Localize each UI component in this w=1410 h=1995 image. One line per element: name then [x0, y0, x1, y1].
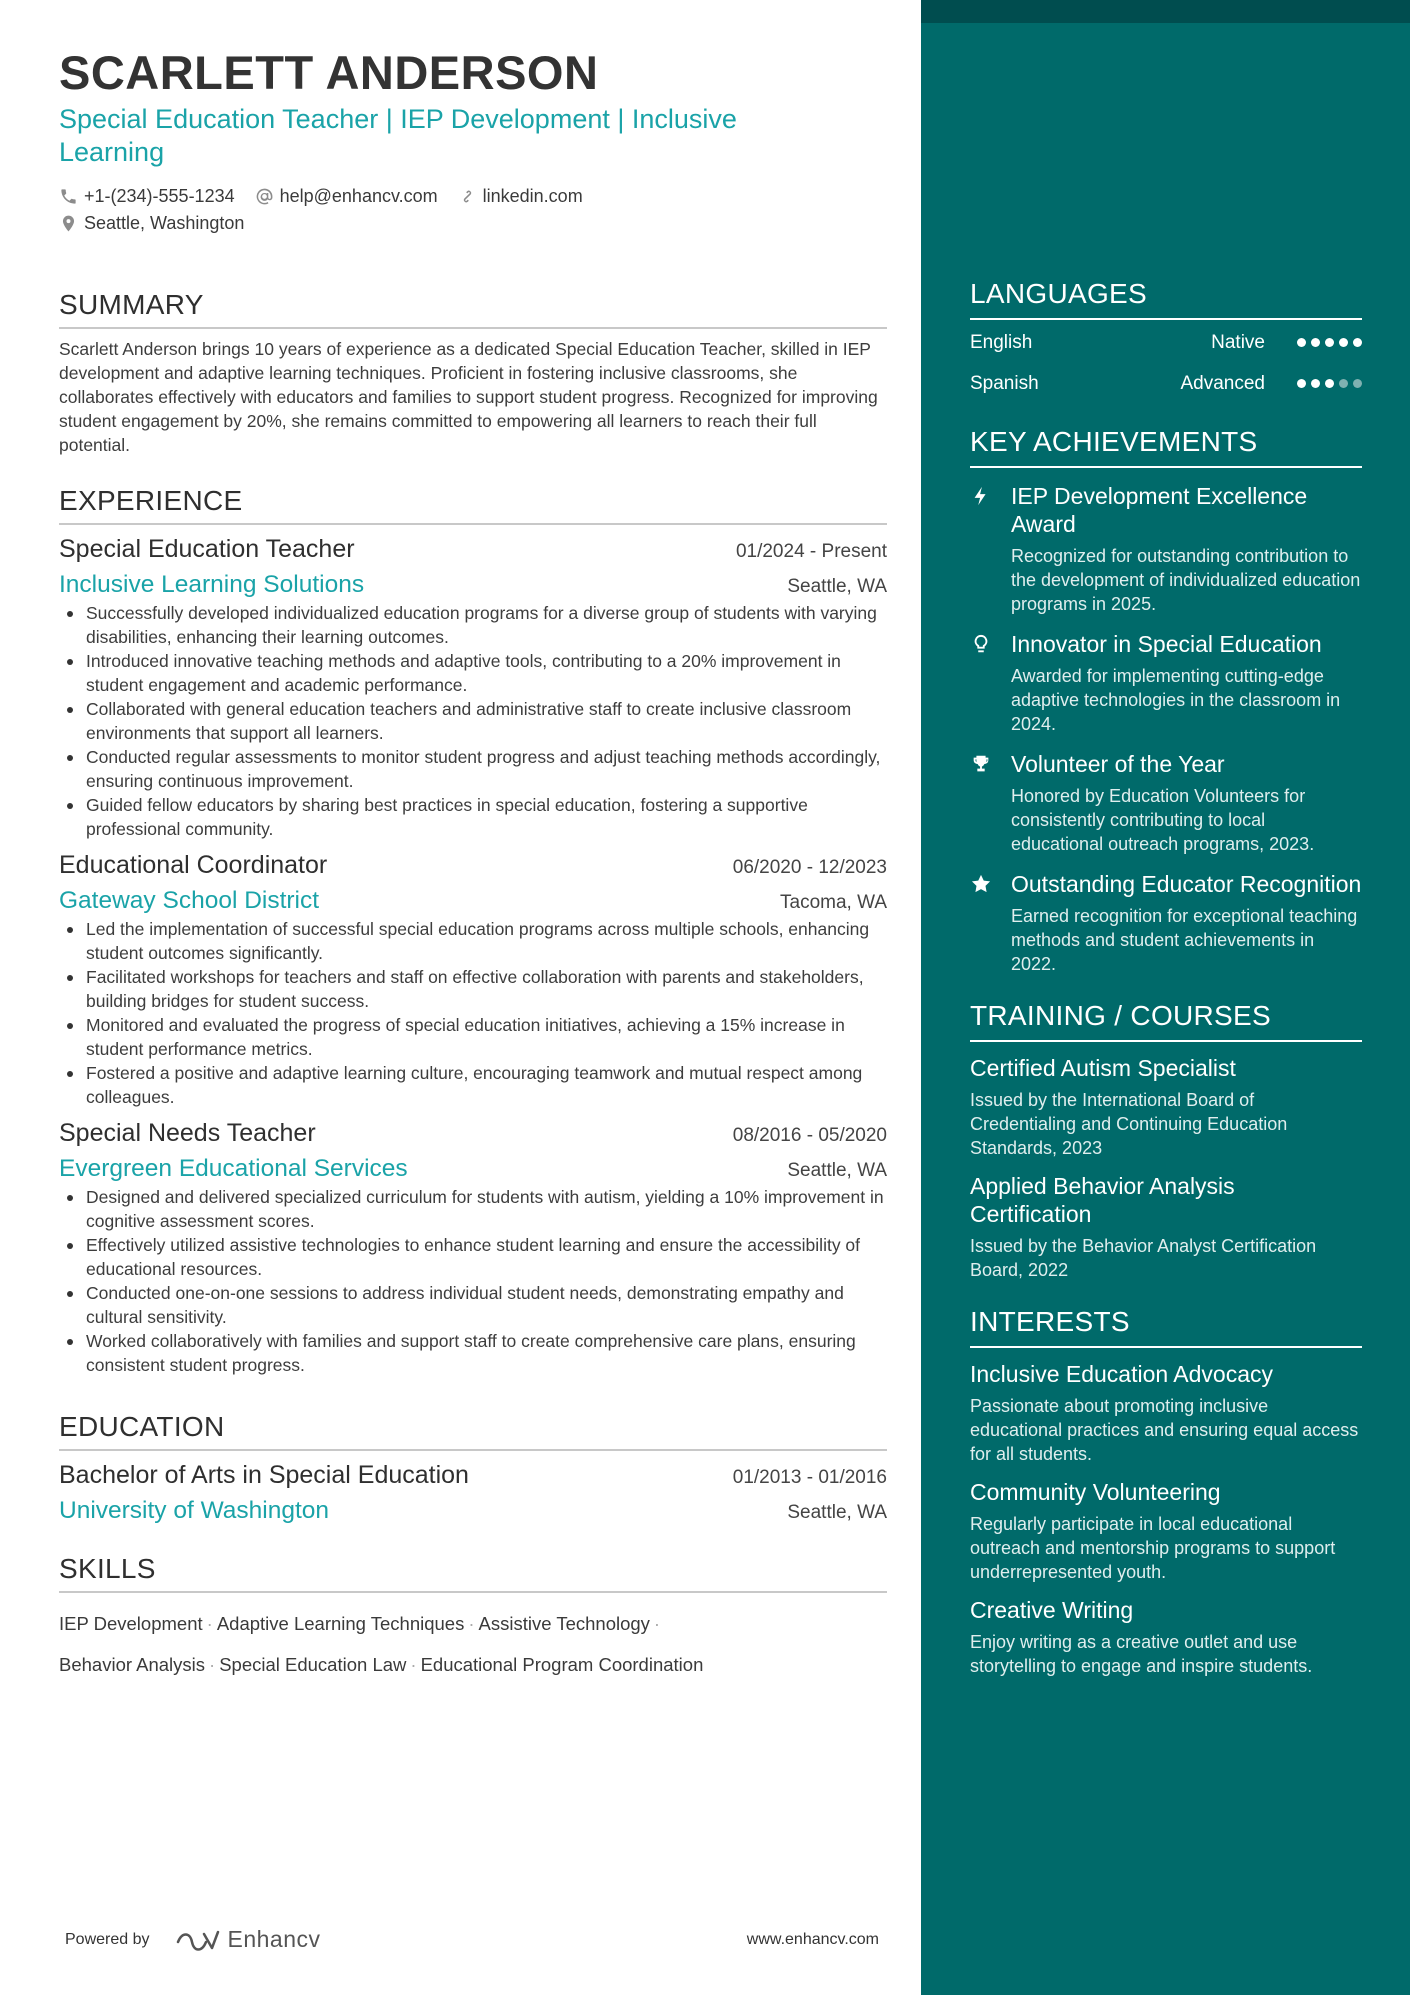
education-location: Seattle, WA [787, 1502, 887, 1524]
job-entry [59, 1119, 887, 1377]
job-role: Special Education Teacher [59, 535, 355, 564]
achievement-title: IEP Development Excellence Award [1011, 483, 1308, 537]
interests-heading: INTERESTS [970, 1306, 1362, 1348]
trophy-icon [970, 753, 992, 775]
experience-heading: EXPERIENCE [59, 485, 887, 525]
rating-dot-filled [1311, 338, 1320, 347]
rating-dot-filled [1339, 338, 1348, 347]
job-bullets [59, 601, 887, 841]
training-desc: Issued by the Behavior Analyst Certification Board, 2022 [970, 1236, 1317, 1280]
achievements-heading: KEY ACHIEVEMENTS [970, 426, 1362, 468]
degree: Bachelor of Arts in Special Education [59, 1461, 469, 1490]
achievement-desc: Earned recognition for exceptional teaching methods and student achievements in 2022. [1011, 906, 1358, 974]
candidate-name: SCARLETT ANDERSON [59, 46, 599, 99]
skill-item: Special Education Law [219, 1654, 407, 1676]
lightbulb-icon [970, 633, 992, 655]
job-location: Seattle, WA [787, 576, 887, 598]
bullet-item: Introduced innovative teaching methods and adaptive tools, contributing to a 20% improvement in student engagement and academic performance. [59, 649, 887, 697]
rating-dot-filled [1353, 338, 1362, 347]
interest-item [970, 1360, 1362, 1466]
skill-item: Assistive Technology [478, 1613, 650, 1635]
achievement-title: Outstanding Educator Recognition [1011, 871, 1362, 897]
interest-item [970, 1478, 1362, 1584]
powered-by-text: Powered by [65, 1930, 150, 1948]
rating-dot-empty [1339, 379, 1348, 388]
interest-desc: Passionate about promoting inclusive educational practices and ensuring equal access for all students. [970, 1396, 1359, 1464]
email-contact[interactable] [255, 186, 438, 207]
achievement-title: Volunteer of the Year [1011, 751, 1225, 777]
location-pin-icon [59, 214, 78, 233]
bullet-item: Effectively utilized assistive technologies to enhance student learning and ensure the accessibility of educational resources. [59, 1233, 887, 1281]
education-date: 01/2013 - 01/2016 [732, 1467, 887, 1489]
achievement-item [970, 870, 1362, 976]
language-level: Native [1211, 331, 1265, 353]
job-date: 06/2020 - 12/2023 [732, 857, 887, 879]
training-item [970, 1054, 1362, 1160]
job-company: Gateway School District [59, 887, 320, 915]
location-text: Seattle, Washington [84, 213, 245, 234]
achievement-item [970, 630, 1362, 736]
job-date: 01/2024 - Present [735, 541, 887, 563]
at-icon [255, 187, 274, 206]
rating-dot-empty [1353, 379, 1362, 388]
bullet-item: Monitored and evaluated the progress of special education initiatives, achieving a 15% increase in student performance metrics. [59, 1013, 887, 1061]
bullet-item: Worked collaboratively with families and support staff to create comprehensive care plans, ensuring consistent student progress. [59, 1329, 887, 1377]
bullet-item: Collaborated with general education teachers and administrative staff to create inclusive classroom environments that support all learners. [59, 697, 887, 745]
rating-dot-filled [1297, 379, 1306, 388]
achievement-desc: Awarded for implementing cutting-edge adaptive technologies in the classroom in 2024. [1011, 666, 1341, 734]
bullet-item: Facilitated workshops for teachers and staff on effective collaboration with parents and stakeholders, building bridges for student success. [59, 965, 887, 1013]
interest-title: Inclusive Education Advocacy [970, 1361, 1274, 1387]
lightning-icon [970, 485, 992, 507]
languages-heading: LANGUAGES [970, 278, 1362, 320]
job-bullets [59, 917, 887, 1109]
star-icon [970, 873, 992, 895]
language-row [970, 363, 1362, 404]
brand-name: Enhancv [227, 1926, 321, 1952]
training-item [970, 1172, 1362, 1282]
bullet-item: Conducted one-on-one sessions to address individual student needs, demonstrating empathy and cultural sensitivity. [59, 1281, 887, 1329]
interest-title: Community Volunteering [970, 1479, 1221, 1505]
phone-icon [59, 187, 78, 206]
footer [65, 1926, 879, 1953]
achievement-item [970, 482, 1362, 616]
language-rating [1297, 338, 1362, 347]
achievement-title: Innovator in Special Education [1011, 631, 1322, 657]
training-title: Applied Behavior Analysis Certification [970, 1173, 1235, 1227]
achievement-desc: Recognized for outstanding contribution to the development of individualized education programs in 2025. [1011, 546, 1361, 614]
job-entry [59, 535, 887, 841]
job-location: Tacoma, WA [780, 892, 887, 914]
job-company: Evergreen Educational Services [59, 1155, 408, 1183]
training-heading: TRAINING / COURSES [970, 1000, 1362, 1042]
enhancv-logo-icon [174, 1928, 220, 1952]
phone-text: +1-(234)-555-1234 [84, 186, 235, 207]
skill-item: IEP Development [59, 1613, 203, 1635]
sidebar-top-band [921, 0, 1410, 23]
rating-dot-filled [1325, 379, 1334, 388]
rating-dot-filled [1297, 338, 1306, 347]
skills-list: IEP Development · Adaptive Learning Techniques · Assistive Technology · Behavior Analysis · Special Education Law · Educational Program Coordination [59, 1613, 704, 1676]
job-bullets [59, 1185, 887, 1377]
education-heading: EDUCATION [59, 1411, 887, 1451]
achievement-item [970, 750, 1362, 856]
training-title: Certified Autism Specialist [970, 1055, 1236, 1081]
interest-desc: Enjoy writing as a creative outlet and use storytelling to engage and inspire students. [970, 1632, 1313, 1676]
interest-item [970, 1596, 1362, 1678]
interest-title: Creative Writing [970, 1597, 1134, 1623]
bullet-item: Guided fellow educators by sharing best practices in special education, fostering a supportive professional community. [59, 793, 887, 841]
interest-desc: Regularly participate in local educational outreach and mentorship programs to support underrepresented youth. [970, 1514, 1336, 1582]
job-location: Seattle, WA [787, 1160, 887, 1182]
rating-dot-filled [1311, 379, 1320, 388]
summary-text: Scarlett Anderson brings 10 years of experience as a dedicated Special Education Teacher, skilled in IEP development and adaptive learning techniques. Proficient in fostering inclusive classrooms, she collaborates effectively with educators and families to support student progress. Recognized for improving student engagement by 20%, she remains committed to empowering all learners to reach their full potential. [59, 339, 878, 456]
languages-list [970, 322, 1362, 404]
education-entry [59, 1461, 887, 1527]
linkedin-contact[interactable] [458, 186, 583, 207]
bullet-item: Conducted regular assessments to monitor student progress and adjust teaching methods accordingly, ensuring continuous improvement. [59, 745, 887, 793]
skill-item: Behavior Analysis [59, 1654, 206, 1676]
email-text: help@enhancv.com [279, 186, 438, 207]
achievement-desc: Honored by Education Volunteers for consistently contributing to local educational outreach programs, 2023. [1011, 786, 1315, 854]
job-role: Educational Coordinator [59, 851, 328, 880]
language-row [970, 322, 1362, 363]
summary-heading: SUMMARY [59, 289, 887, 329]
rating-dot-filled [1325, 338, 1334, 347]
job-entry [59, 851, 887, 1109]
language-rating [1297, 379, 1362, 388]
website-link[interactable]: www.enhancv.com [746, 1930, 879, 1948]
bullet-item: Successfully developed individualized education programs for a diverse group of students with varying disabilities, enhancing their learning outcomes. [59, 601, 887, 649]
phone-contact[interactable] [59, 186, 235, 207]
skill-item: Educational Program Coordination [420, 1654, 704, 1676]
job-date: 08/2016 - 05/2020 [732, 1125, 887, 1147]
sidebar [921, 0, 1410, 1995]
candidate-tagline: Special Education Teacher | IEP Development | Inclusive Learning [59, 104, 737, 168]
location-contact [59, 213, 244, 234]
language-name: Spanish [970, 372, 1039, 394]
training-desc: Issued by the International Board of Credentialing and Continuing Education Standards, 2023 [970, 1090, 1288, 1158]
bullet-item: Fostered a positive and adaptive learning culture, encouraging teamwork and mutual respect among colleagues. [59, 1061, 887, 1109]
bullet-item: Designed and delivered specialized curriculum for students with autism, yielding a 10% improvement in cognitive assessment scores. [59, 1185, 887, 1233]
language-level: Advanced [1180, 372, 1265, 394]
bullet-item: Led the implementation of successful special education programs across multiple schools, enhancing student outcomes significantly. [59, 917, 887, 965]
skills-heading: SKILLS [59, 1553, 887, 1593]
job-company: Inclusive Learning Solutions [59, 571, 365, 599]
skill-item: Adaptive Learning Techniques [216, 1613, 465, 1635]
contact-info [59, 183, 887, 237]
enhancv-logo[interactable] [174, 1926, 321, 1953]
language-name: English [970, 331, 1033, 353]
school: University of Washington [59, 1497, 330, 1525]
link-icon [458, 187, 477, 206]
linkedin-text: linkedin.com [482, 186, 583, 207]
job-role: Special Needs Teacher [59, 1119, 316, 1148]
